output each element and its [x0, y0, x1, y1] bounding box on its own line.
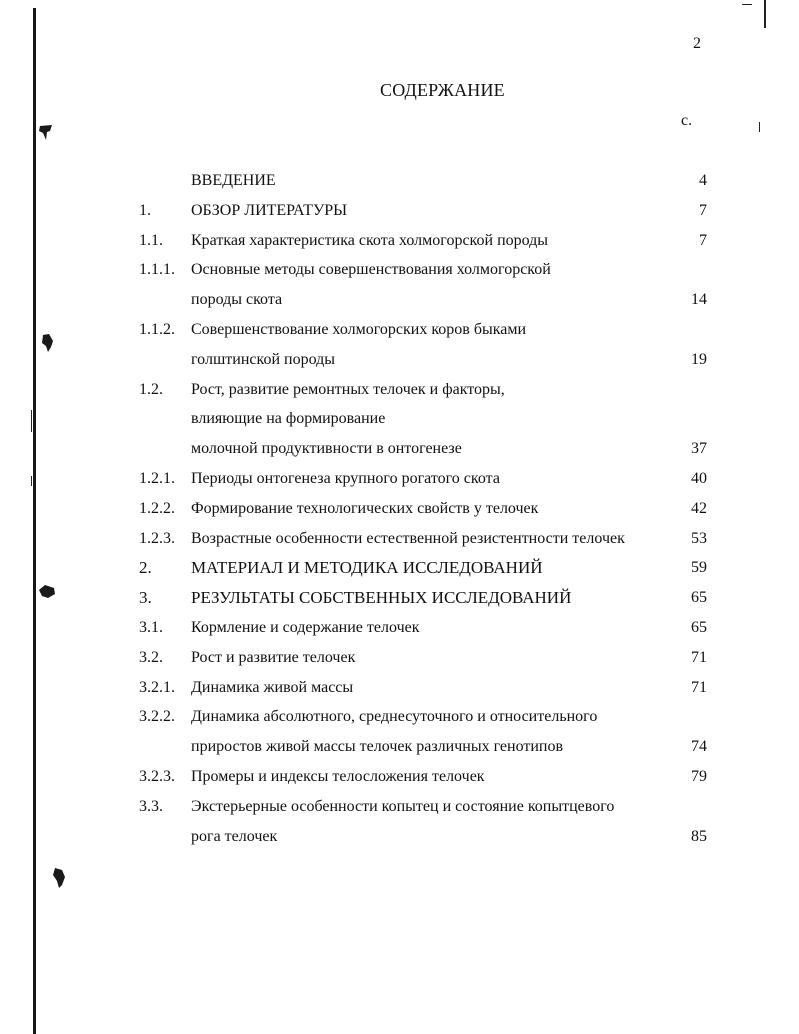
hole-punch-mark-4 — [52, 867, 66, 889]
toc-entry-page: 71 — [691, 679, 707, 696]
toc-entry — [0, 375, 799, 405]
toc-entry-title: голштинской породы — [191, 351, 335, 368]
toc-entry — [0, 196, 799, 226]
toc-entry — [0, 524, 799, 554]
scan-mark-right — [759, 122, 760, 132]
toc-entry-title: Формирование технологических свойств у телочек — [191, 500, 539, 517]
toc-entry-number: 3.2. — [139, 649, 163, 666]
toc-entry-page: 7 — [699, 232, 707, 249]
toc-entry-page: 40 — [691, 470, 707, 487]
toc-entry-page: 37 — [691, 440, 707, 457]
page-number: 2 — [693, 35, 701, 52]
toc-entry-title: Краткая характеристика скота холмогорской породы — [191, 232, 549, 249]
scan-mark-top-right — [764, 0, 766, 28]
toc-entry — [0, 494, 799, 524]
toc-entry-page: 65 — [691, 589, 707, 606]
scan-mark-top-dash — [742, 4, 752, 5]
toc-entry-title: Кормление и содержание телочек — [191, 619, 420, 636]
toc-entry — [0, 762, 799, 792]
toc-entry-title: Совершенствование холмогорских коров быками — [191, 321, 527, 338]
toc-entry-page: 42 — [691, 500, 707, 517]
toc-entry-title: РЕЗУЛЬТАТЫ СОБСТВЕННЫХ ИССЛЕДОВАНИЙ — [191, 588, 572, 607]
toc-entry-title: влияющие на формирование — [191, 410, 386, 427]
toc-title: СОДЕРЖАНИЕ — [380, 80, 505, 100]
toc-entry-title: породы скота — [191, 291, 283, 308]
toc-entry-title: Рост и развитие телочек — [191, 649, 356, 666]
toc-entry — [0, 553, 799, 583]
toc-entry-page: 14 — [691, 291, 707, 308]
toc-entry — [0, 345, 799, 375]
toc-entry-page: 74 — [691, 738, 707, 755]
toc-entry-number: 1.2.2. — [139, 500, 175, 517]
toc-entry-title: МАТЕРИАЛ И МЕТОДИКА ИССЛЕДОВАНИЙ — [191, 558, 543, 577]
toc-entry — [0, 583, 799, 613]
toc-entry-number: 3.2.1. — [139, 679, 175, 696]
toc-entry-title: Экстерьерные особенности копытец и состояние копытцевого — [191, 798, 615, 815]
hole-punch-mark-1 — [38, 124, 54, 142]
toc-entry — [0, 702, 799, 732]
toc-entry-title: ОБЗОР ЛИТЕРАТУРЫ — [191, 202, 348, 219]
toc-entry-page: 53 — [691, 530, 707, 547]
toc-entry-title: приростов живой массы телочек различных генотипов — [191, 738, 564, 755]
toc-entry-number: 3.2.3. — [139, 768, 175, 785]
toc-entry-number: 1. — [139, 202, 151, 219]
toc-entry-number: 1.2.1. — [139, 470, 175, 487]
toc-entry — [0, 434, 799, 464]
toc-entry — [0, 404, 799, 434]
toc-entry — [0, 255, 799, 285]
toc-entry-number: 1.1.1. — [139, 261, 175, 278]
toc-entry — [0, 285, 799, 315]
toc-entry-title: Основные методы совершенствования холмогорской — [191, 261, 551, 278]
toc-entry — [0, 464, 799, 494]
toc-entry-number: 1.1.2. — [139, 321, 175, 338]
toc-entry-title: рога телочек — [191, 828, 278, 845]
toc-entry-page: 65 — [691, 619, 707, 636]
toc-entry — [0, 166, 799, 196]
toc-entry-number: 3.2.2. — [139, 708, 175, 725]
toc-entry-number: 3.1. — [139, 619, 163, 636]
toc-entry — [0, 613, 799, 643]
toc-entry-page: 19 — [691, 351, 707, 368]
page-column-label: с. — [681, 112, 693, 129]
toc-entry — [0, 792, 799, 822]
toc-entry-number: 2. — [139, 558, 152, 577]
toc-entry-title: ВВЕДЕНИЕ — [191, 172, 276, 189]
toc-entry — [0, 643, 799, 673]
toc-entry — [0, 822, 799, 852]
toc-entry-page: 85 — [691, 828, 707, 845]
toc-entry-title: Рост, развитие ремонтных телочек и факторы, — [191, 381, 505, 398]
toc-entry-number: 1.1. — [139, 232, 163, 249]
toc-entry-page: 4 — [699, 172, 707, 189]
toc-entry-title: Промеры и индексы телосложения телочек — [191, 768, 485, 785]
toc-entry-title: Периоды онтогенеза крупного рогатого скота — [191, 470, 500, 487]
toc-entry-title: Возрастные особенности естественной резистентности телочек — [191, 530, 625, 547]
toc-entry-number: 3.3. — [139, 798, 163, 815]
toc-entry — [0, 673, 799, 703]
toc-entry-number: 3. — [139, 588, 152, 607]
toc-entry-number: 1.2.3. — [139, 530, 175, 547]
toc-entry — [0, 732, 799, 762]
toc-entry-page: 79 — [691, 768, 707, 785]
toc-entry-number: 1.2. — [139, 381, 163, 398]
toc-entry-page: 59 — [691, 559, 707, 576]
toc-entry-page: 7 — [699, 202, 707, 219]
toc-entry — [0, 226, 799, 256]
toc-entry-title: молочной продуктивности в онтогенезе — [191, 440, 462, 457]
toc-entry-page: 71 — [691, 649, 707, 666]
toc-entry-title: Динамика живой массы — [191, 679, 354, 696]
toc-entry-title: Динамика абсолютного, среднесуточного и относительного — [191, 708, 598, 725]
toc-entry — [0, 315, 799, 345]
